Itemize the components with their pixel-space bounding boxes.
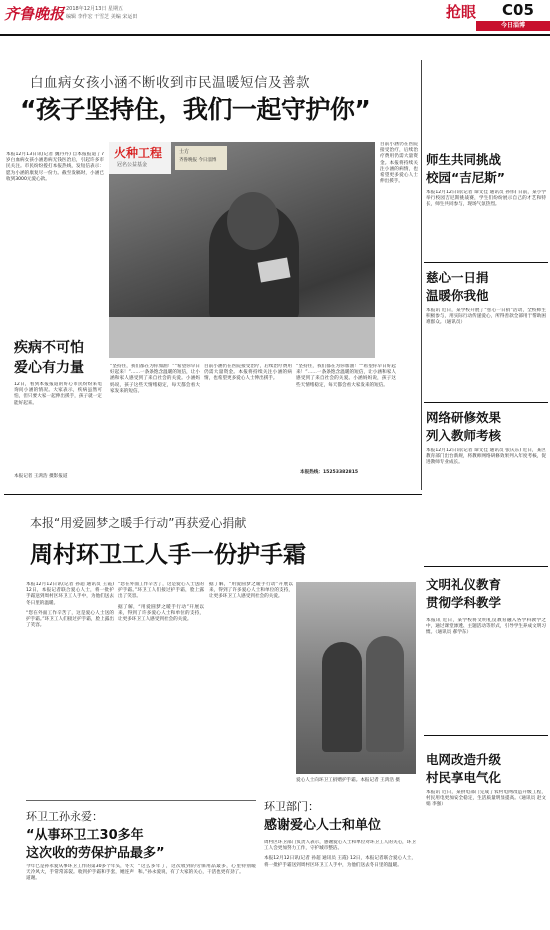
story1-col1	[6, 152, 104, 282]
masthead-rule	[0, 34, 550, 36]
story2-sub-kicker: 环卫部门：	[264, 800, 319, 813]
sidebar-item1-title-a: 师生共同挑战	[426, 152, 502, 167]
story1-body2: “坚持住，我们都在为你加油！”“希望你早日好起来！”……一条条饱含温暖的短信，让小涵和家人感受到了来自社会的关爱。小涵妈妈说，孩子这些天情绪稳定，每天都会看大家发来的短信。	[110, 364, 200, 394]
photo-banner-title: 火种工程	[114, 146, 163, 160]
sidebar-item5-body: 本报讯 近日，某供电部门完成了农村电网改造升级工程，村民用电更加安全稳定，生活质量明显提高。（通讯员 赵文娟 李强）	[426, 790, 546, 808]
sidebar-item4-title-b: 贯彻学科教学	[426, 595, 502, 610]
photo-label	[175, 146, 227, 170]
sidebar-item2-body: 本报讯 近日，某学校开展了“慈心一日捐”活动，全校师生积极参与，用实际行动传递爱心，所得善款全部用于帮助困难群众。（通讯员）	[426, 308, 546, 326]
date-line: 2018年12月13日 星期五	[66, 6, 124, 12]
story2-headline: 周村环卫工人手一份护手霜	[30, 542, 306, 568]
story2-top-rule	[4, 494, 422, 495]
story2-sub-body: 周村区环卫部门负责人表示，感谢爱心人士和单位对环卫工人的关心，环卫工人会更加努力工作，守护城市整洁。 本报12月12日讯(记者 孙超 通讯员 王霞) 12日，本报记者联合爱心人士，将一批护手霜送到周村区环卫工人手中，为他们送去冬日里的温暖。	[264, 840, 416, 868]
story2-col3: 据了解，“用爱圆梦之暖手行动”开展以来，得到了许多爱心人士和单位的支持，让更多环卫工人感受到社会的关爱。	[209, 582, 293, 600]
sidebar-item1-title-b: 校园“吉尼斯”	[426, 170, 505, 185]
story3-col1: 今年已是孙永爱从事环卫工作的第30多个年头，冬天天冷风大，手常常冻裂。收到护手霜和手套，她连声道谢。	[26, 864, 134, 882]
story1-kicker: 白血病女孩小涵不断收到市民温暖短信及善款	[30, 75, 310, 91]
sidebar-rule4	[424, 735, 548, 736]
story1-contact: 本报热线：15253382815	[300, 470, 359, 475]
photo-label-a: 士方	[179, 149, 190, 155]
story2-col2: “您在外面工作辛苦了，这是爱心人士送的护手霜。”环卫工人们接过护手霜，脸上露出了笑容。 据了解，“用爱圆梦之暖手行动”开展以来，得到了许多爱心人士和单位的支持，让更多环卫工人感受到社会的关爱。	[118, 582, 204, 623]
sidebar-item3-title-b: 列入教师考核	[426, 428, 502, 443]
story1-col5: 目前小涵仍在医院接受治疗，后续治疗费用仍需大量资金。本报将持续关注小涵的病情，也希望更多爱心人士伸出援手。	[380, 142, 418, 185]
story1-col4	[296, 364, 396, 482]
story1-headline: “孩子坚持住，我们一起守护你”	[20, 95, 371, 124]
volunteer-figure	[366, 636, 404, 752]
story2-photo-caption: 爱心人士向环卫工捐赠护手霜。本报记者 王鸿浩 摄	[296, 778, 400, 783]
story2-kicker: 本报“用爱圆梦之暖手行动”再获爱心捐献	[30, 516, 247, 530]
newspaper-logo: 齐鲁晚报	[4, 5, 65, 23]
story3-headline-b: 这次收的劳保护品最多”	[26, 846, 165, 861]
sidebar-item2-title-b: 温暖你我他	[426, 288, 489, 303]
story1-col3	[204, 364, 292, 482]
photo-banner	[109, 142, 171, 174]
section-subtitle: 今日淄博	[476, 21, 550, 31]
story2-col1: 本报12月12日讯(记者 孙超 通讯员 王霞) 12日，本报记者联合爱心人士，将一批护手霜送到周村区环卫工人手中，为他们送去冬日里的温暖。 “您在外面工作辛苦了，这是爱心人士送的护手霜。”环卫工人们接过护手霜，脸上露出了笑容。	[26, 582, 114, 629]
section-title: 抢眼	[446, 3, 477, 21]
box-left-headline-b: 爱心有力量	[14, 360, 84, 376]
photo-label-b: 齐鲁晚报 今日淄博	[179, 158, 217, 163]
sidebar-item5-title-b: 村民享电气化	[426, 770, 502, 785]
story1-body1: 本报12月13日讯(记者 魏丹丹) 自本报报道了7岁白血病女孩小涵患病无钱医治后，引起许多市民关注。市民纷纷拨打本报热线，发短信表示：愿为小涵的康复尽一份力。截至发稿时，小涵已收到3000元爱心款。	[6, 152, 104, 182]
sidebar-item2-title-a: 慈心一日捐	[426, 270, 489, 285]
story3-kicker: 环卫工孙永爱：	[26, 810, 103, 823]
story3-col2: “这么多年了，这次收到的劳保用品最多，心里特别暖和。”孙永爱说，有了大家的关心，干活也更有劲了。	[138, 864, 256, 876]
sidebar-item3-body: 本报12月12日讯(记者 谭文佳 通讯员 张庆东) 近日，某区教育部门出台新规，将教师网络研修效果列入年度考核，促进教师专业成长。	[426, 448, 546, 466]
child-head	[227, 192, 279, 250]
story1-body3b: “坚持住，我们都在为你加油！”“希望你早日好起来！”……一条条饱含温暖的短信，让小涵和家人感受到了来自社会的关爱。小涵妈妈说，孩子这些天情绪稳定，每天都会看大家发来的短信。	[296, 364, 396, 388]
blanket-shape	[109, 317, 375, 358]
story1-body3: 目前小涵仍在医院接受治疗，后续治疗费用仍需大量资金。本报将持续关注小涵的病情，也希望更多爱心人士伸出援手。	[204, 364, 292, 382]
editor-line: 编辑 李作宏 干雪芝 美编 宋运田	[66, 14, 138, 20]
sidebar-rule3	[424, 566, 548, 567]
story3-headline-a: “从事环卫工30多年	[26, 828, 144, 843]
story2-sub-headline: 感谢爱心人士和单位	[264, 818, 382, 833]
box-left-headline-a: 疾病不可怕	[14, 340, 84, 356]
story2-photo	[296, 582, 416, 774]
page-number: C05	[502, 1, 534, 19]
story3-top-rule	[26, 800, 256, 801]
masthead	[0, 0, 550, 34]
sidebar-item1-body: 本报12月12日讯(记者 谭文佳 通讯员 孙伟) 日前，某小学举行校园吉尼斯挑战赛，学生们纷纷展示自己的才艺和特长，师生共同参与，现场气氛热烈。	[426, 190, 546, 208]
story1-col2	[110, 364, 200, 482]
sidebar-item3-title-a: 网络研修效果	[426, 410, 502, 425]
box-left-body: 12日，看到本报报道的好心市民纷纷来电询问小涵的情况。大家表示，疾病虽然可怕，但只要大家一起伸出援手，孩子就一定能好起来。	[14, 382, 102, 406]
sidebar-rule1	[424, 262, 548, 263]
box-left-byline: 本报记者 王鸿浩 摄影报道	[14, 474, 68, 479]
sidebar-item4-title-a: 文明礼仪教育	[426, 577, 502, 592]
worker-figure	[322, 642, 362, 752]
story1-divider	[421, 60, 422, 490]
story1-photo	[109, 142, 375, 358]
sidebar-item5-title-a: 电网改造升级	[426, 752, 502, 767]
sidebar-item4-body: 本报讯 近日，某学校将文明礼仪教育融入各学科教学之中，通过课堂渗透、主题活动等形式，引导学生养成文明习惯。（通讯员 郝学东）	[426, 618, 546, 636]
sidebar-rule2	[424, 402, 548, 403]
photo-banner-sub: 冠名公益基金	[117, 162, 148, 168]
